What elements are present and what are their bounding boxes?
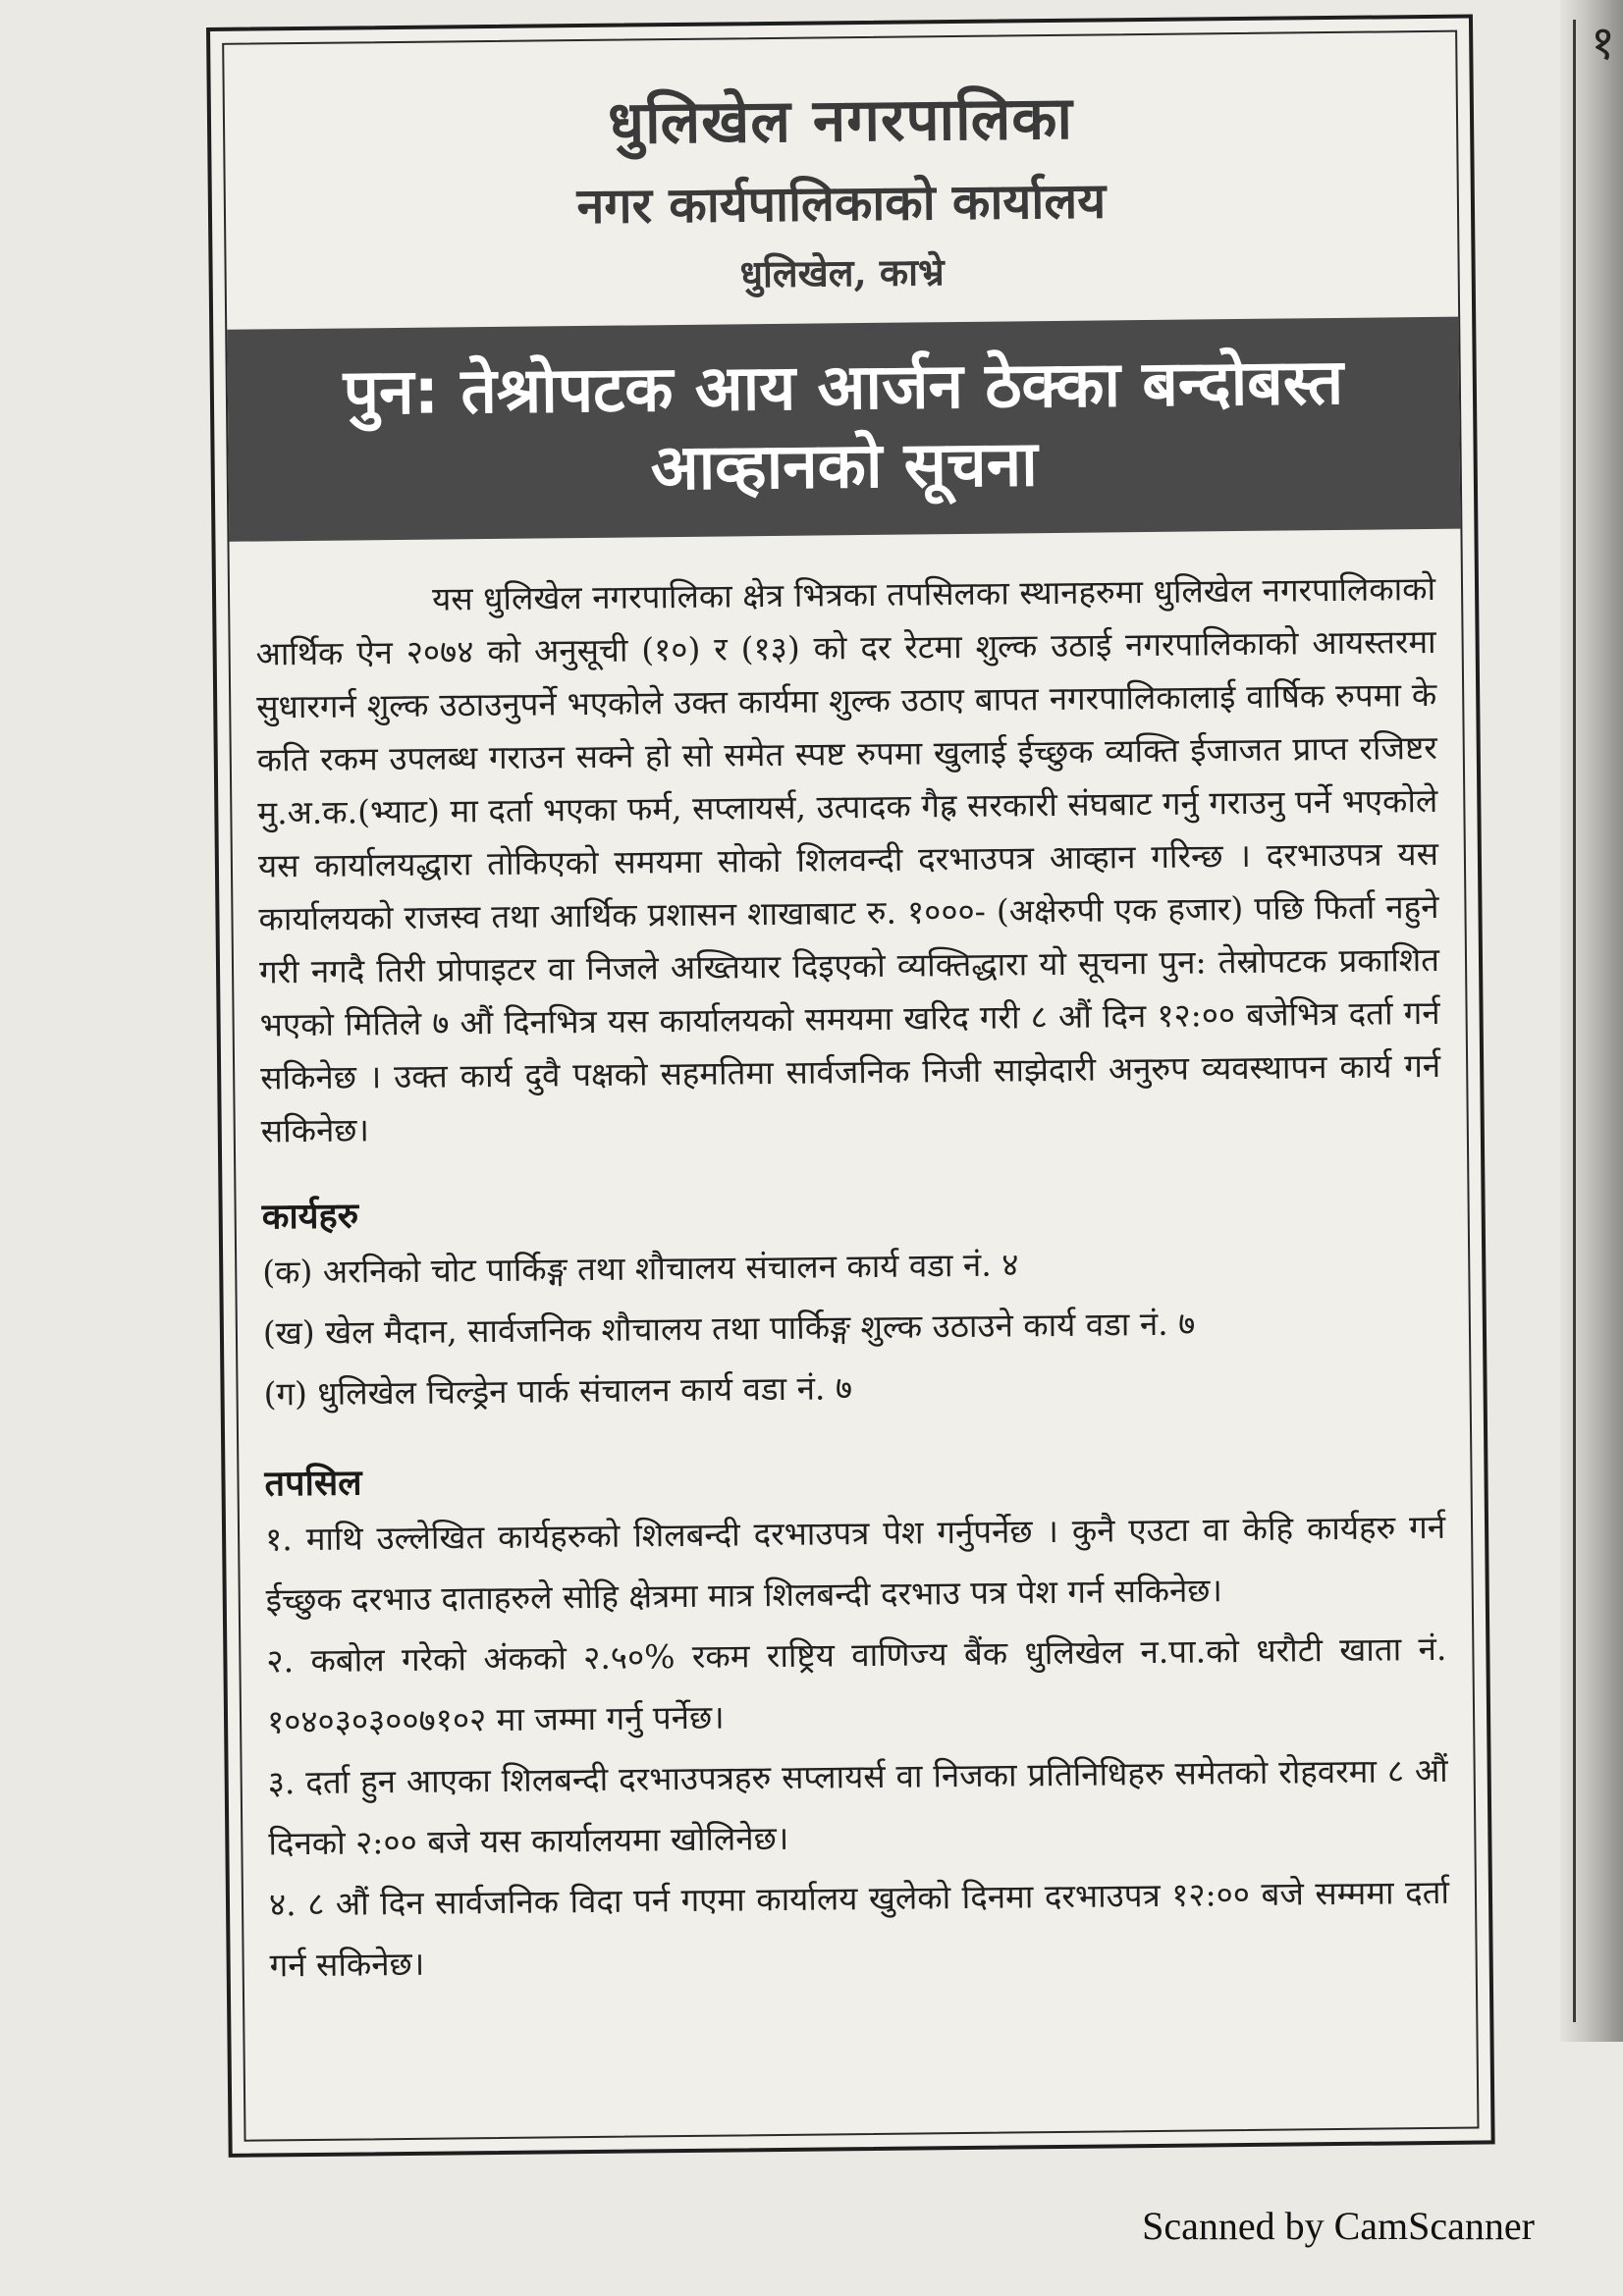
scan-edge [1560, 0, 1623, 2042]
intro-paragraph: यस धुलिखेल नगरपालिका क्षेत्र भित्रका तपसिलका स्थानहरुमा धुलिखेल नगरपालिकाको आर्थिक ऐन २०७४ को अनुसूची (१०) र (१३) को दर रेटमा शुल्क उठाई नगरपालिकाको आयस्तरमा सुधारगर्न शुल्क उठाउनुपर्ने भएकोले उक्त कार्यमा शुल्क उठाए बापत नगरपालिकालाई वार्षिक रुपमा के कति रकम उपलब्ध गराउन सक्ने हो सो समेत स्पष्ट रुपमा खुलाई ईच्छुक व्यक्ति ईजाजत प्राप्त रजिष्टर मु.अ.क.(भ्याट) मा दर्ता भएका फर्म, सप्लायर्स, उत्पादक गैह्र सरकारी संघबाट गर्नु गराउनु पर्ने भएकोले यस कार्यालयद्धारा तोकिएको समयमा सोको शिलवन्दी दरभाउपत्र आव्हान गरिन्छ । दरभाउपत्र यस कार्यालयको राजस्व तथा आर्थिक प्रशासन शाखाबाट रु. १०००- (अक्षेरुपी एक हजार) पछि फिर्ता नहुने गरी नगदै तिरी प्रोपाइटर वा निजले अख्तियार दिइएको व्यक्तिद्धारा यो सूचना पुन: तेस्रोपटक प्रकाशित भएको मितिले ७ औं दिनभित्र यस कार्यालयको समयमा खरिद गरी ८ औं दिन १२:०० बजेभित्र दर्ता गर्न सकिनेछ । उक्त कार्य दुवै पक्षको सहमतिमा सार्वजनिक निजी साझेदारी अनुरुप व्यवस्थापन कार्य गर्न सकिनेछ। [255, 568, 1441, 1150]
office-location: धुलिखेल, काभ्रे [739, 249, 945, 296]
work-item: (ख) खेल मैदान, सार्वजनिक शौचालय तथा पार्किङ्ग शुल्क उठाउने कार्य वडा नं. ७ [262, 1304, 1196, 1353]
detail-item: ३. दर्ता हुन आएका शिलबन्दी दरभाउपत्रहरु सप्लायर्स वा निजका प्रतिनिधिहरु समेतको रोहवरमा ८ औं दिनको २:०० बजे यस कार्यालयमा खोलिनेछ। [267, 1750, 1448, 1863]
detail-item: ४. ८ औं दिन सार्वजनिक विदा पर्न गएमा कार्यालय खुलेको दिनमा दरभाउपत्र १२:०० बजे सम्ममा दर्ता गर्न सकिनेछ। [268, 1872, 1450, 1985]
corner-glyph: १ [1591, 16, 1615, 71]
title-banner [227, 316, 1460, 541]
work-item: (ग) धुलिखेल चिल्ड्रेन पार्क संचालन कार्य वडा नं. ७ [263, 1367, 853, 1414]
details-heading: तपसिल [264, 1462, 362, 1505]
scan-watermark: Scanned by CamScanner [1142, 2204, 1535, 2248]
notice-header [224, 32, 1458, 302]
office-name: नगर कार्यपालिकाको कार्यालय [576, 171, 1107, 236]
adjacent-column-rule [1573, 20, 1576, 2022]
org-name: धुलिखेल नगरपालिका [607, 83, 1074, 158]
work-item: (क) अरनिको चोट पार्किङ्ग तथा शौचालय संचालन कार्य वडा नं. ४ [262, 1244, 1019, 1292]
notice-title-line-2: आव्हानको सूचना [650, 427, 1039, 505]
notice-title-line-1: पुन: तेश्रोपटक आय आर्जन ठेक्का बन्दोबस्त [343, 346, 1344, 430]
works-heading: कार्यहरु [261, 1195, 359, 1238]
notice-inner-border [222, 30, 1479, 2142]
notice-box [206, 14, 1495, 2157]
detail-item: २. कबोल गरेको अंकको २.५०% रकम राष्ट्रिय वाणिज्य बैंक धुलिखेल न.पा.को धरौटी खाता नं. १०४०३०३००७१०२ मा जम्मा गर्नु पर्नेछ। [266, 1629, 1447, 1741]
detail-item: १. माथि उल्लेखित कार्यहरुको शिलबन्दी दरभाउपत्र पेश गर्नुपर्नेछ । कुनै एउटा वा केहि कार्यहरु गर्न ईच्छुक दरभाउ दाताहरुले सोहि क्षेत्रमा मात्र शिलबन्दी दरभाउ पत्र पेश गर्न सकिनेछ। [264, 1507, 1446, 1620]
